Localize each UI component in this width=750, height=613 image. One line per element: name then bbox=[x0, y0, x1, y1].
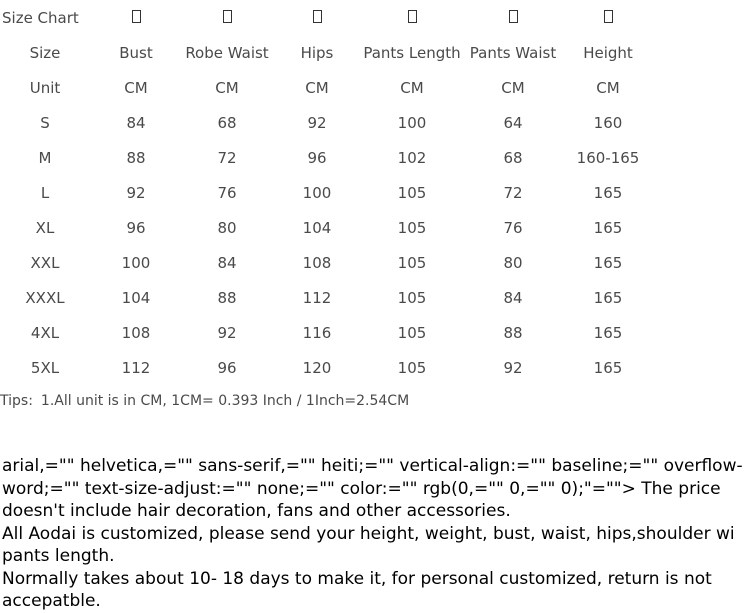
unit-cell: CM bbox=[124, 78, 148, 97]
note-line: accepatble. bbox=[2, 591, 101, 611]
header-row bbox=[0, 35, 652, 70]
missing-glyph-icon bbox=[408, 10, 417, 23]
table-cell: 105 bbox=[397, 218, 427, 237]
table-cell: 104 bbox=[302, 218, 332, 237]
note-line: word;="" text-size-adjust:="" none;="" color:="" rgb(0,="" 0,="" 0);"=""> The price bbox=[2, 478, 721, 499]
missing-glyph-icon bbox=[509, 10, 518, 23]
table-cell: 160-165 bbox=[576, 148, 640, 167]
table-cell: 72 bbox=[503, 183, 523, 202]
table-cell: 165 bbox=[593, 288, 623, 307]
table-cell: 165 bbox=[593, 323, 623, 342]
unit-cell: CM bbox=[596, 78, 620, 97]
table-cell: 64 bbox=[503, 113, 523, 132]
note-line: arial,="" helvetica,="" sans-serif,="" heiti;="" vertical-align:="" baseline;="" overflow- bbox=[2, 456, 743, 476]
missing-glyph-icon bbox=[313, 10, 322, 23]
size-cell: 5XL bbox=[30, 358, 60, 377]
size-cell: S bbox=[40, 113, 50, 132]
tips-label: Tips: bbox=[0, 393, 33, 409]
note-line: Normally takes about 10- 18 days to make it, for personal customized, return is not bbox=[2, 568, 712, 589]
missing-glyph-icon bbox=[90, 0, 182, 35]
missing-glyph-icon bbox=[604, 10, 613, 23]
unit-cell: CM bbox=[400, 78, 424, 97]
note-line: pants length. bbox=[2, 546, 115, 566]
table-cell: 96 bbox=[307, 148, 327, 167]
table-cell: 105 bbox=[397, 288, 427, 307]
table-cell: 165 bbox=[593, 218, 623, 237]
unit-cell: CM bbox=[305, 78, 329, 97]
table-cell: 108 bbox=[302, 253, 332, 272]
table-row bbox=[0, 245, 652, 280]
tips-text: 1.All unit is in CM, 1CM= 0.393 Inch / 1Inch=2.54CM bbox=[40, 393, 410, 409]
table-row bbox=[0, 315, 652, 350]
table-row bbox=[0, 140, 652, 175]
table-row bbox=[0, 350, 652, 385]
size-cell: XL bbox=[35, 218, 55, 237]
table-cell: 100 bbox=[121, 253, 151, 272]
table-cell: 105 bbox=[397, 183, 427, 202]
table-cell: 88 bbox=[503, 323, 523, 342]
table-cell: 112 bbox=[302, 288, 332, 307]
column-header: Bust bbox=[119, 43, 153, 62]
table-cell: 84 bbox=[503, 288, 523, 307]
table-cell: 108 bbox=[121, 323, 151, 342]
missing-glyph-icon bbox=[223, 10, 232, 23]
table-cell: 68 bbox=[217, 113, 237, 132]
missing-glyph-icon bbox=[462, 0, 564, 35]
table-cell: 116 bbox=[302, 323, 332, 342]
table-row bbox=[0, 210, 652, 245]
column-header: Size bbox=[29, 43, 61, 62]
unit-cell: CM bbox=[501, 78, 525, 97]
size-cell: M bbox=[38, 148, 52, 167]
table-cell: 104 bbox=[121, 288, 151, 307]
table-cell: 84 bbox=[126, 113, 146, 132]
table-cell: 165 bbox=[593, 358, 623, 377]
title-row bbox=[0, 0, 652, 35]
unit-cell: CM bbox=[215, 78, 239, 97]
table-cell: 80 bbox=[503, 253, 523, 272]
table-cell: 96 bbox=[126, 218, 146, 237]
table-cell: 165 bbox=[593, 183, 623, 202]
table-cell: 88 bbox=[217, 288, 237, 307]
table-cell: 88 bbox=[126, 148, 146, 167]
table-cell: 80 bbox=[217, 218, 237, 237]
product-notes bbox=[2, 455, 750, 613]
table-cell: 100 bbox=[302, 183, 332, 202]
table-cell: 92 bbox=[217, 323, 237, 342]
missing-glyph-icon bbox=[272, 0, 362, 35]
column-header: Robe Waist bbox=[185, 43, 269, 62]
table-cell: 100 bbox=[397, 113, 427, 132]
table-cell: 160 bbox=[593, 113, 623, 132]
missing-glyph-icon bbox=[564, 0, 652, 35]
unit-row bbox=[0, 70, 652, 105]
table-cell: 68 bbox=[503, 148, 523, 167]
table-cell: 105 bbox=[397, 323, 427, 342]
size-cell: L bbox=[40, 183, 50, 202]
table-cell: 92 bbox=[126, 183, 146, 202]
table-cell: 96 bbox=[217, 358, 237, 377]
table-row bbox=[0, 280, 652, 315]
missing-glyph-icon bbox=[182, 0, 272, 35]
table-cell: 112 bbox=[121, 358, 151, 377]
table-row bbox=[0, 105, 652, 140]
column-header: Pants Length bbox=[363, 43, 461, 62]
unit-cell: Unit bbox=[29, 78, 61, 97]
table-cell: 92 bbox=[307, 113, 327, 132]
note-line: doesn't include hair decoration, fans and other accessories. bbox=[2, 501, 511, 521]
table-cell: 76 bbox=[503, 218, 523, 237]
missing-glyph-icon bbox=[132, 10, 141, 23]
table-cell: 72 bbox=[217, 148, 237, 167]
table-cell: 76 bbox=[217, 183, 237, 202]
table-row bbox=[0, 175, 652, 210]
column-header: Pants Waist bbox=[469, 43, 557, 62]
table-cell: 92 bbox=[503, 358, 523, 377]
table-cell: 102 bbox=[397, 148, 427, 167]
size-cell: XXXL bbox=[25, 288, 65, 307]
size-chart-title: Size Chart bbox=[2, 8, 79, 27]
tips-line bbox=[0, 393, 409, 409]
size-cell: 4XL bbox=[30, 323, 60, 342]
table-cell: 105 bbox=[397, 358, 427, 377]
table-cell: 84 bbox=[217, 253, 237, 272]
note-line: All Aodai is customized, please send your height, weight, bust, waist, hips,shoulder wi bbox=[2, 523, 735, 544]
column-header: Hips bbox=[300, 43, 334, 62]
missing-glyph-icon bbox=[362, 0, 462, 35]
column-header: Height bbox=[583, 43, 633, 62]
table-cell: 120 bbox=[302, 358, 332, 377]
table-cell: 165 bbox=[593, 253, 623, 272]
table-cell: 105 bbox=[397, 253, 427, 272]
size-cell: XXL bbox=[30, 253, 60, 272]
